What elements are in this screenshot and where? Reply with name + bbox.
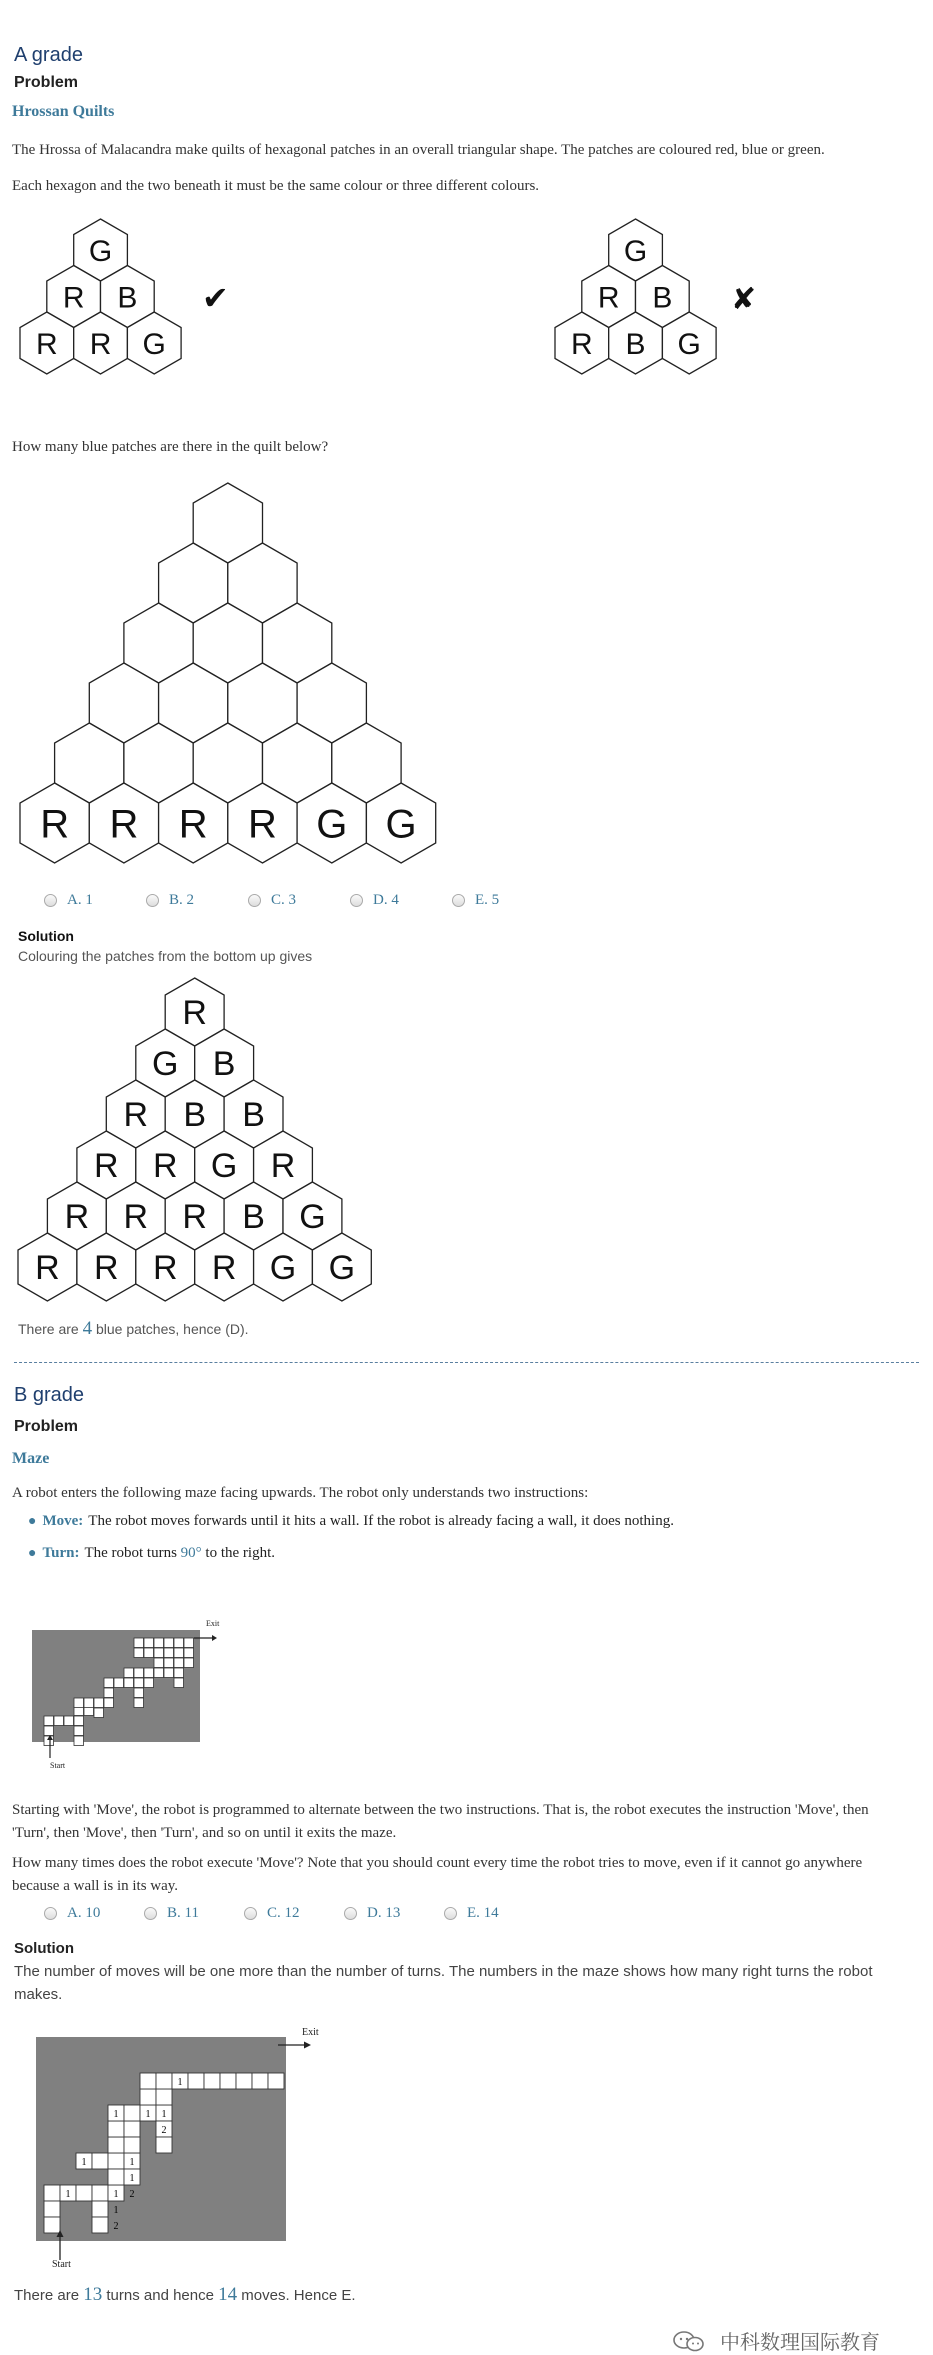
maze-cell [94, 1698, 104, 1708]
maze-cell [144, 1648, 154, 1658]
maze-cell [44, 2185, 60, 2201]
maze-cell [164, 1658, 174, 1668]
maze-cell [92, 2153, 108, 2169]
patch-letter: B [242, 1198, 265, 1237]
option-b[interactable]: B. 2 [146, 892, 248, 909]
maze-turn-count: 2 [161, 2125, 167, 2136]
maze-cell [134, 1648, 144, 1658]
maze-cell [252, 2073, 268, 2089]
maze-cell [84, 1698, 94, 1708]
b-solution-label: Solution [14, 1940, 74, 1957]
patch-letter: R [64, 1198, 90, 1237]
maze-cell [124, 2137, 140, 2153]
maze-cell [184, 1648, 194, 1658]
maze-cell [44, 1726, 54, 1736]
b-problem-title: Maze [12, 1450, 50, 1467]
exit-arrow-icon [212, 1635, 217, 1641]
patch-letter: G [623, 234, 648, 268]
maze-cell [188, 2073, 204, 2089]
patch-letter: G [299, 1198, 326, 1237]
b-solution-line1: The number of moves will be one more than the number of turns. The numbers in the maze shows how many right turns the robot [14, 1963, 873, 1980]
maze-cell [144, 1638, 154, 1648]
option-e[interactable]: E. 5 [452, 892, 554, 909]
maze-exit-label: Exit [206, 1619, 220, 1628]
maze-turn-count: 1 [177, 2077, 183, 2088]
radio-icon[interactable] [350, 894, 363, 907]
patch-letter: R [40, 802, 70, 847]
maze-cell [154, 1648, 164, 1658]
patch-letter: G [88, 234, 113, 268]
maze-cell [44, 2201, 60, 2217]
maze-cell [144, 1668, 154, 1678]
patch-letter: R [109, 802, 139, 847]
patch-letter: R [152, 1147, 178, 1186]
maze-small [30, 1618, 230, 1770]
maze-turn-count: 1 [129, 2173, 135, 2184]
option-d[interactable]: D. 4 [350, 892, 452, 909]
a-solution-label: Solution [18, 928, 74, 944]
maze-cell [174, 1668, 184, 1678]
maze-cell [174, 1648, 184, 1658]
patch-letter: G [316, 802, 348, 847]
maze-turn-count: 1 [113, 2109, 119, 2120]
b-answer-line: There are 13 turns and hence 14 moves. Hence E. [14, 2284, 356, 2305]
bullet-icon: ● [28, 1513, 37, 1529]
maze-cell [268, 2073, 284, 2089]
maze-cell [236, 2073, 252, 2089]
bullet-icon: ● [28, 1545, 37, 1561]
a-question: How many blue patches are there in the quilt below? [12, 439, 329, 455]
patch-letter: B [242, 1096, 265, 1135]
maze-turn-count: 1 [161, 2109, 167, 2120]
b-intro: A robot enters the following maze facing upwards. The robot only understands two instructions: [12, 1485, 589, 1501]
patch-letter: G [385, 802, 417, 847]
patch-letter: R [35, 1249, 60, 1288]
patch-letter: B [625, 327, 646, 361]
option-a[interactable]: A. 10 [44, 1905, 144, 1922]
radio-icon[interactable] [248, 894, 261, 907]
maze-cell [74, 1698, 84, 1708]
patch-letter: G [677, 327, 701, 361]
exit-arrow-icon [304, 2042, 311, 2049]
maze-cell [220, 2073, 236, 2089]
patch-letter: G [269, 1249, 297, 1288]
radio-icon[interactable] [44, 894, 57, 907]
radio-icon[interactable] [344, 1907, 357, 1920]
patch-letter: R [178, 802, 208, 847]
maze-exit-label: Exit [302, 2027, 319, 2038]
maze-cell [164, 1648, 174, 1658]
patch-letter: R [94, 1249, 119, 1288]
bullet-move: ● Move: The robot moves forwards until it hits a wall. If the robot is already facing a wall, it does nothing. [28, 1513, 674, 1529]
option-c[interactable]: C. 12 [244, 1905, 344, 1922]
option-d[interactable]: D. 13 [344, 1905, 444, 1922]
maze-cell [108, 2153, 124, 2169]
maze-cell [184, 1658, 194, 1668]
maze-cell [154, 1638, 164, 1648]
patch-letter: R [270, 1147, 296, 1186]
option-c[interactable]: C. 3 [248, 892, 350, 909]
maze-cell [108, 2169, 124, 2185]
example-invalid-quilt [545, 214, 785, 384]
maze-cell [164, 1668, 174, 1678]
patch-letter: R [152, 1249, 178, 1288]
maze-cell [134, 1698, 144, 1708]
maze-turn-count: 1 [65, 2189, 71, 2200]
b-answer-moves: 14 [218, 2284, 238, 2305]
maze-cell [174, 1678, 184, 1688]
section-divider [14, 1362, 919, 1363]
maze-cell [156, 2073, 172, 2089]
patch-letter: R [36, 327, 58, 361]
maze-cell [134, 1668, 144, 1678]
maze-cell [184, 1638, 194, 1648]
watermark: 中科数理国际教育 [672, 2326, 880, 2355]
a-answer-options [44, 892, 554, 909]
patch-letter: R [123, 1198, 149, 1237]
option-b[interactable]: B. 11 [144, 1905, 244, 1922]
maze-cell [124, 2121, 140, 2137]
patch-letter: G [328, 1249, 356, 1288]
maze-cell [154, 1668, 164, 1678]
maze-cell [104, 1678, 114, 1688]
patch-letter: B [117, 281, 138, 315]
patch-letter: B [652, 281, 673, 315]
maze-cell [140, 2089, 156, 2105]
radio-icon[interactable] [244, 1907, 257, 1920]
cross-mark-icon: ✘ [731, 282, 757, 317]
maze-cell [108, 2121, 124, 2137]
maze-cell [92, 2217, 108, 2233]
patch-letter: G [142, 327, 166, 361]
option-e[interactable]: E. 14 [444, 1905, 544, 1922]
example-valid-quilt [10, 214, 250, 384]
radio-icon[interactable] [44, 1907, 57, 1920]
patch-letter: R [182, 994, 207, 1033]
chat-bubble-icon [672, 2329, 706, 2353]
bullet-turn: ● Turn: The robot turns 90° to the right. [28, 1545, 275, 1561]
maze-cell [134, 1678, 144, 1688]
a-grade-heading: A grade [14, 44, 83, 66]
patch-letter: R [571, 327, 593, 361]
maze-cell [104, 1688, 114, 1698]
b-answer-options [44, 1905, 544, 1922]
maze-cell [74, 1716, 84, 1726]
a-problem-title: Hrossan Quilts [12, 103, 115, 120]
a-answer-number: 4 [82, 1318, 93, 1339]
b-problem-label: Problem [14, 1418, 79, 1435]
radio-icon[interactable] [452, 894, 465, 907]
maze-cell [104, 1698, 114, 1708]
maze-cell [174, 1658, 184, 1668]
maze-turn-count: 1 [113, 2205, 119, 2216]
maze-turn-count: 1 [129, 2157, 135, 2168]
maze-solution [34, 2025, 344, 2270]
maze-cell [174, 1638, 184, 1648]
maze-turn-count: 2 [113, 2221, 119, 2232]
radio-icon[interactable] [144, 1907, 157, 1920]
a-problem-label: Problem [14, 74, 79, 91]
a-problem-text-2: Each hexagon and the two beneath it must be the same colour or three different colours. [12, 178, 540, 194]
patch-letter: G [210, 1147, 238, 1186]
patch-letter: G [151, 1045, 179, 1084]
b-answer-turns: 13 [83, 2284, 103, 2305]
patch-letter: R [89, 327, 112, 361]
b-para2-line2: because a wall is in its way. [12, 1878, 179, 1894]
check-mark-icon: ✔ [202, 279, 229, 317]
patch-letter: B [212, 1045, 236, 1084]
patch-letter: R [182, 1198, 207, 1237]
b-solution-line2: makes. [14, 1986, 63, 2003]
maze-cell [156, 2137, 172, 2153]
b-para2-line1: How many times does the robot execute 'Move'? Note that you should count every time the robot tries to move, even if it cannot go anywhere [12, 1855, 863, 1871]
radio-icon[interactable] [444, 1907, 457, 1920]
maze-cell [94, 1708, 104, 1718]
patch-letter: R [94, 1147, 119, 1186]
solution-quilt [10, 976, 410, 1316]
maze-turn-count: 1 [81, 2157, 87, 2168]
maze-start-label: Start [52, 2259, 71, 2270]
b-para1-line1: Starting with 'Move', the robot is programmed to alternate between the two instructions. That is, the robot executes the instruction 'Move', then [12, 1802, 869, 1818]
maze-cell [154, 1658, 164, 1668]
maze-cell [134, 1638, 144, 1648]
a-solution-text: Colouring the patches from the bottom up gives [18, 948, 313, 964]
patch-letter: R [597, 281, 620, 315]
maze-cell [74, 1736, 84, 1746]
patch-letter: B [183, 1096, 207, 1135]
maze-cell [54, 1716, 64, 1726]
b-grade-heading: B grade [14, 1384, 85, 1406]
a-problem-text-1: The Hrossa of Malacandra make quilts of hexagonal patches in an overall triangular shape. The patches are coloured red, blue or green. [12, 142, 825, 158]
maze-cell [76, 2185, 92, 2201]
maze-cell [92, 2201, 108, 2217]
a-answer-line: There are 4 blue patches, hence (D). [18, 1318, 249, 1339]
maze-cell [124, 2105, 140, 2121]
radio-icon[interactable] [146, 894, 159, 907]
maze-turn-count: 1 [113, 2189, 119, 2200]
maze-cell [156, 2089, 172, 2105]
maze-cell [140, 2073, 156, 2089]
maze-cell [44, 2217, 60, 2233]
maze-cell [124, 1668, 134, 1678]
maze-cell [44, 1716, 54, 1726]
b-para1-line2: 'Turn', then 'Move', then 'Turn', and so on until it exits the maze. [12, 1825, 397, 1841]
maze-turn-count: 1 [145, 2109, 151, 2120]
patch-letter: R [62, 281, 85, 315]
maze-cell [108, 2137, 124, 2153]
maze-cell [144, 1678, 154, 1688]
maze-cell [114, 1678, 124, 1688]
maze-start-label: Start [50, 1761, 66, 1770]
option-a[interactable]: A. 1 [44, 892, 146, 909]
patch-letter: R [123, 1096, 149, 1135]
patch-letter: R [248, 802, 277, 847]
maze-cell [64, 1716, 74, 1726]
question-quilt [10, 480, 450, 872]
maze-turn-count: 2 [129, 2189, 135, 2200]
maze-cell [204, 2073, 220, 2089]
maze-cell [74, 1726, 84, 1736]
patch-letter: R [211, 1249, 237, 1288]
maze-cell [92, 2185, 108, 2201]
maze-cell [164, 1638, 174, 1648]
maze-cell [134, 1688, 144, 1698]
maze-cell [124, 1678, 134, 1688]
